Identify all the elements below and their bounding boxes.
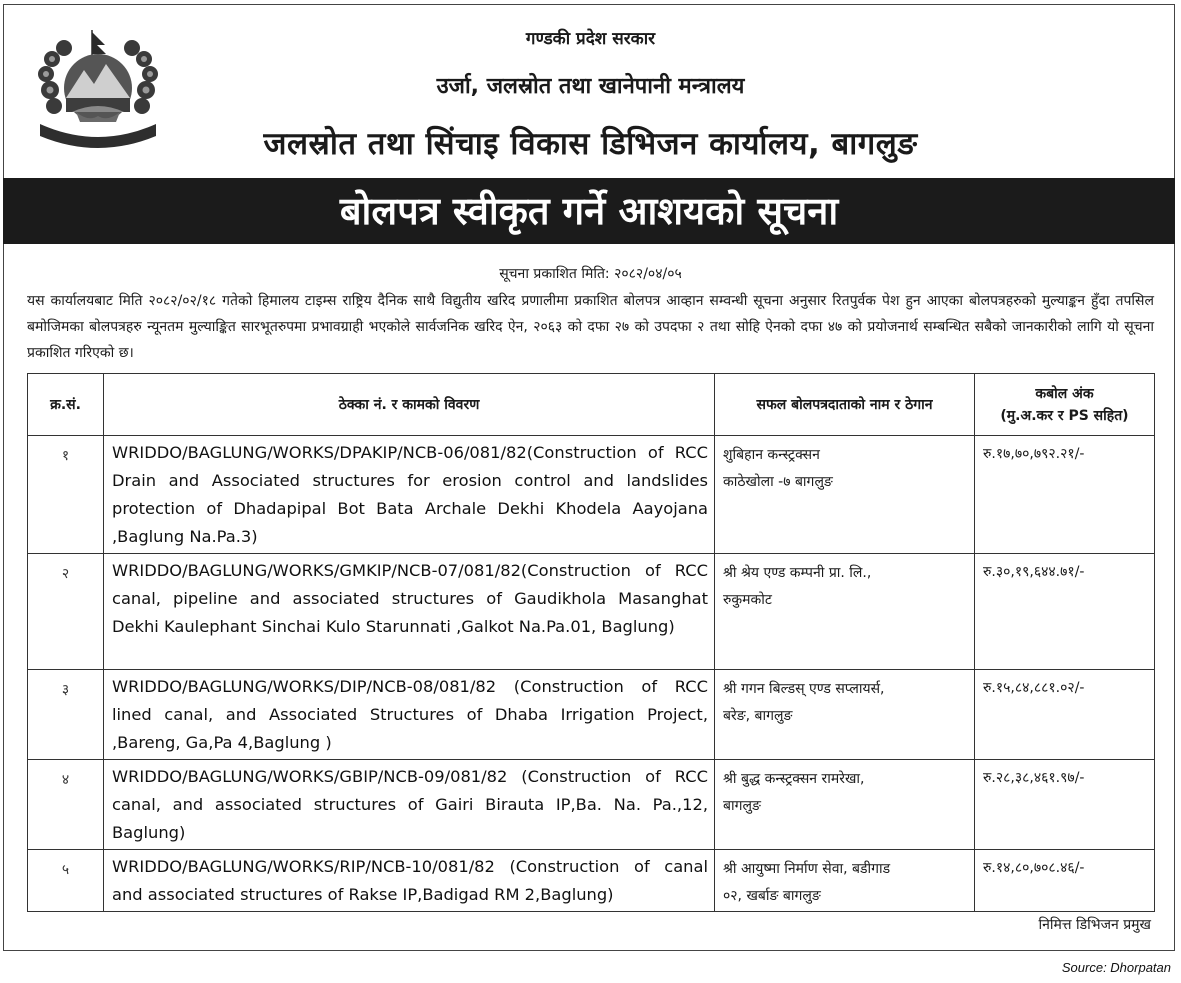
row-sn: ४ — [28, 760, 104, 850]
row-bidder — [715, 850, 975, 912]
row-description: WRIDDO/BAGLUNG/WORKS/GBIP/NCB-09/081/82 (Construction of RCC canal, and associated structures of Gairi Birauta IP,Ba. Na. Pa.,12, Baglung) — [104, 760, 715, 850]
table-row — [28, 554, 1155, 670]
row-sn: २ — [28, 554, 104, 670]
row-bidder — [715, 670, 975, 760]
table-header-row — [28, 374, 1155, 436]
bidder-address: बागलुङ — [723, 798, 761, 814]
published-date: सूचना प्रकाशित मिति: २०८२/०४/०५ — [499, 266, 682, 282]
header-sn: क्र.सं. — [28, 374, 104, 436]
header-amount — [975, 374, 1155, 436]
row-description: WRIDDO/BAGLUNG/WORKS/RIP/NCB-10/081/82 (Construction of canal and associated structures of Rakse IP,Badigad RM 2,Baglung) — [104, 850, 715, 912]
header-description: ठेक्का नं. र कामको विवरण — [104, 374, 715, 436]
row-amount: रु.१४,८०,७०८.४६/- — [975, 850, 1155, 912]
notice-title: बोलपत्र स्वीकृत गर्ने आशयको सूचना — [3, 178, 1175, 244]
row-sn: ३ — [28, 670, 104, 760]
ministry-name: उर्जा, जलस्रोत तथा खानेपानी मन्त्रालय — [436, 74, 745, 99]
row-description: WRIDDO/BAGLUNG/WORKS/DIP/NCB-08/081/82 (Construction of RCC lined canal, and Associated Structures of Dhaba Irrigation Project, ,Bareng, Ga,Pa 4,Baglung ) — [104, 670, 715, 760]
bidder-address: काठेखोला -७ बागलुङ — [723, 474, 833, 490]
bidder-name: शुबिहान कन्स्ट्रक्सन — [723, 447, 820, 463]
row-bidder — [715, 760, 975, 850]
row-bidder — [715, 436, 975, 554]
tender-table — [27, 373, 1155, 912]
office-name: जलस्रोत तथा सिंचाइ विकास डिभिजन कार्यालय, बागलुङ — [263, 126, 918, 162]
table-row — [28, 760, 1155, 850]
bidder-name: श्री श्रेय एण्ड कम्पनी प्रा. लि., — [723, 565, 872, 581]
row-description: WRIDDO/BAGLUNG/WORKS/GMKIP/NCB-07/081/82(Construction of RCC canal, pipeline and associated structures of Gaudikhola Masanghat Dekhi Kaulephant Sinchai Kulo Starunnati ,Galkot Na.Pa.01, Baglung) — [104, 554, 715, 670]
row-amount: रु.२८,३८,४६१.९७/- — [975, 760, 1155, 850]
row-amount: रु.३०,१९,६४४.७१/- — [975, 554, 1155, 670]
row-sn: १ — [28, 436, 104, 554]
bidder-address: ०२, खर्बाङ बागलुङ — [723, 888, 821, 904]
signatory-title: निमित्त डिभिजन प्रमुख — [1038, 917, 1151, 933]
bidder-address: बरेङ, बागलुङ — [723, 708, 793, 724]
bidder-name: श्री गगन बिल्डस् एण्ड सप्लायर्स, — [723, 681, 885, 697]
table-row — [28, 850, 1155, 912]
source-credit: Source: Dhorpatan — [1061, 960, 1171, 975]
bidder-address: रुकुमकोट — [723, 592, 772, 608]
bidder-name: श्री बुद्ध कन्स्ट्रक्सन रामरेखा, — [723, 771, 865, 787]
header-amount-line2: (मु.अ.कर र PS सहित) — [1000, 407, 1129, 424]
bidder-name: श्री आयुष्मा निर्माण सेवा, बडीगाड — [723, 861, 891, 877]
table-row — [28, 436, 1155, 554]
row-sn: ५ — [28, 850, 104, 912]
intro-paragraph: यस कार्यालयबाट मिति २०८२/०२/१८ गतेको हिमालय टाइम्स राष्ट्रिय दैनिक साथै विद्युतीय खरिद प्रणालीमा प्रकाशित बोलपत्र आव्हान सम्वन्धी सूचना अनुसार रितपुर्वक पेश हुन आएका बोलपत्रहरुको मुल्याङ्कन हुँदा तपसिल बमोजिमका बोलपत्रहरु न्यूनतम मुल्याङ्कित सारभूतरुपमा प्रभावग्राही भएकोले सार्वजनिक खरिद ऐन, २०६३ को दफा २७ को उपदफा २ तथा सोहि ऐनको दफा ४७ को प्रयोजनार्थ सम्बन्धित सबैको जानकारीको लागि यो सूचना प्रकाशित गरिएको छ। — [27, 293, 1154, 361]
header-bidder: सफल बोलपत्रदाताको नाम र ठेगान — [715, 374, 975, 436]
row-bidder — [715, 554, 975, 670]
row-amount: रु.१५,८४,८८१.०२/- — [975, 670, 1155, 760]
header-amount-line1: कबोल अंक — [1035, 385, 1094, 402]
table-row — [28, 670, 1155, 760]
government-name: गण्डकी प्रदेश सरकार — [525, 29, 656, 49]
row-description: WRIDDO/BAGLUNG/WORKS/DPAKIP/NCB-06/081/82(Construction of RCC Drain and Associated structures for erosion control and landslides protection of Dhadapipal Bot Bata Archale Dekhi Khodela Aayojana ,Baglung Na.Pa.3) — [104, 436, 715, 554]
row-amount: रु.१७,७०,७९२.२१/- — [975, 436, 1155, 554]
